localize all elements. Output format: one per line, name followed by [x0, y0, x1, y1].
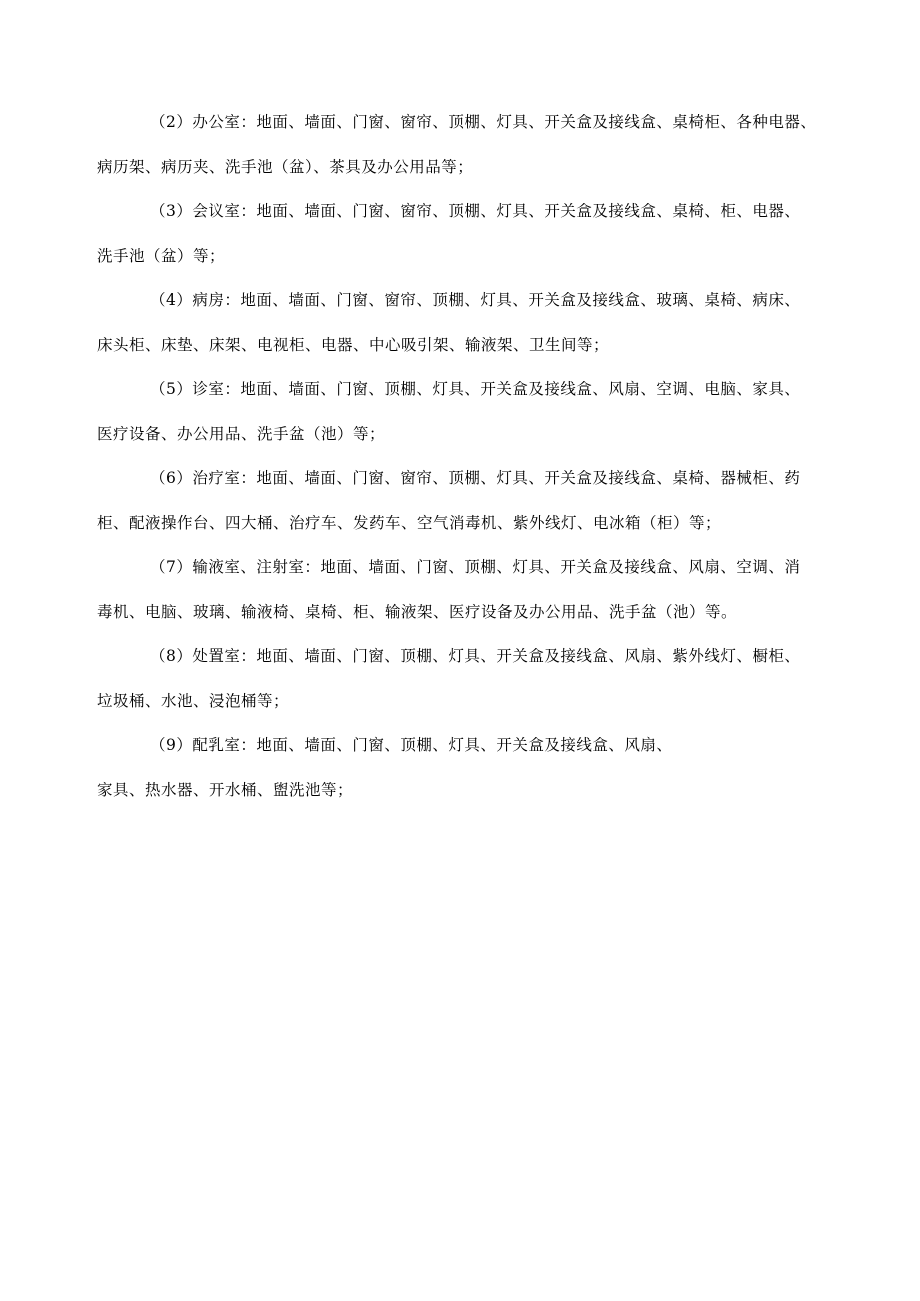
- paragraph-line: 医疗设备、办公用品、洗手盆（池）等；: [97, 424, 386, 443]
- paragraph-line: 柜、配液操作台、四大桶、治疗车、发药车、空气消毒机、紫外线灯、电冰箱（柜）等；: [97, 513, 722, 532]
- paragraph-line: （5）诊室：地面、墙面、门窗、顶棚、灯具、开关盒及接线盒、风扇、空调、电脑、家具、: [150, 380, 801, 398]
- paragraph-treatment-room: [97, 456, 857, 545]
- paragraph-line: （7）输液室、注射室：地面、墙面、门窗、顶棚、灯具、开关盒及接线盒、风扇、空调、消: [150, 558, 801, 576]
- paragraph-line: 病历架、病历夹、洗手池（盆）、茶具及办公用品等；: [97, 157, 474, 176]
- paragraph-line: （6）治疗室：地面、墙面、门窗、窗帘、顶棚、灯具、开关盒及接线盒、桌椅、器械柜、药: [150, 469, 801, 487]
- paragraph-disposal-room: [97, 634, 857, 723]
- paragraph-line: 毒机、电脑、玻璃、输液椅、桌椅、柜、输液架、医疗设备及办公用品、洗手盆（池）等。: [97, 602, 738, 621]
- paragraph-clinic: [97, 367, 857, 456]
- paragraph-line: 洗手池（盆）等；: [97, 246, 226, 265]
- paragraph-line: 家具、热水器、开水桶、盥洗池等；: [97, 780, 354, 799]
- paragraph-milk-room: [97, 723, 857, 812]
- paragraph-line: （8）处置室：地面、墙面、门窗、顶棚、灯具、开关盒及接线盒、风扇、紫外线灯、橱柜、: [150, 647, 801, 665]
- paragraph-line: （4）病房：地面、墙面、门窗、窗帘、顶棚、灯具、开关盒及接线盒、玻璃、桌椅、病床、: [150, 291, 801, 309]
- paragraph-line: 床头柜、床垫、床架、电视柜、电器、中心吸引架、输液架、卫生间等；: [97, 335, 610, 354]
- document-body: [97, 100, 857, 812]
- paragraph-line: （3）会议室：地面、墙面、门窗、窗帘、顶棚、灯具、开关盒及接线盒、桌椅、柜、电器、: [150, 202, 801, 220]
- paragraph-line: （9）配乳室：地面、墙面、门窗、顶棚、灯具、开关盒及接线盒、风扇、: [150, 736, 673, 754]
- paragraph-line: （2）办公室：地面、墙面、门窗、窗帘、顶棚、灯具、开关盒及接线盒、桌椅柜、各种电器、: [150, 113, 817, 131]
- paragraph-meeting-room: [97, 189, 857, 278]
- paragraph-infusion-room: [97, 545, 857, 634]
- paragraph-line: 垃圾桶、水池、浸泡桶等；: [97, 691, 290, 710]
- paragraph-ward: [97, 278, 857, 367]
- paragraph-office: [97, 100, 857, 189]
